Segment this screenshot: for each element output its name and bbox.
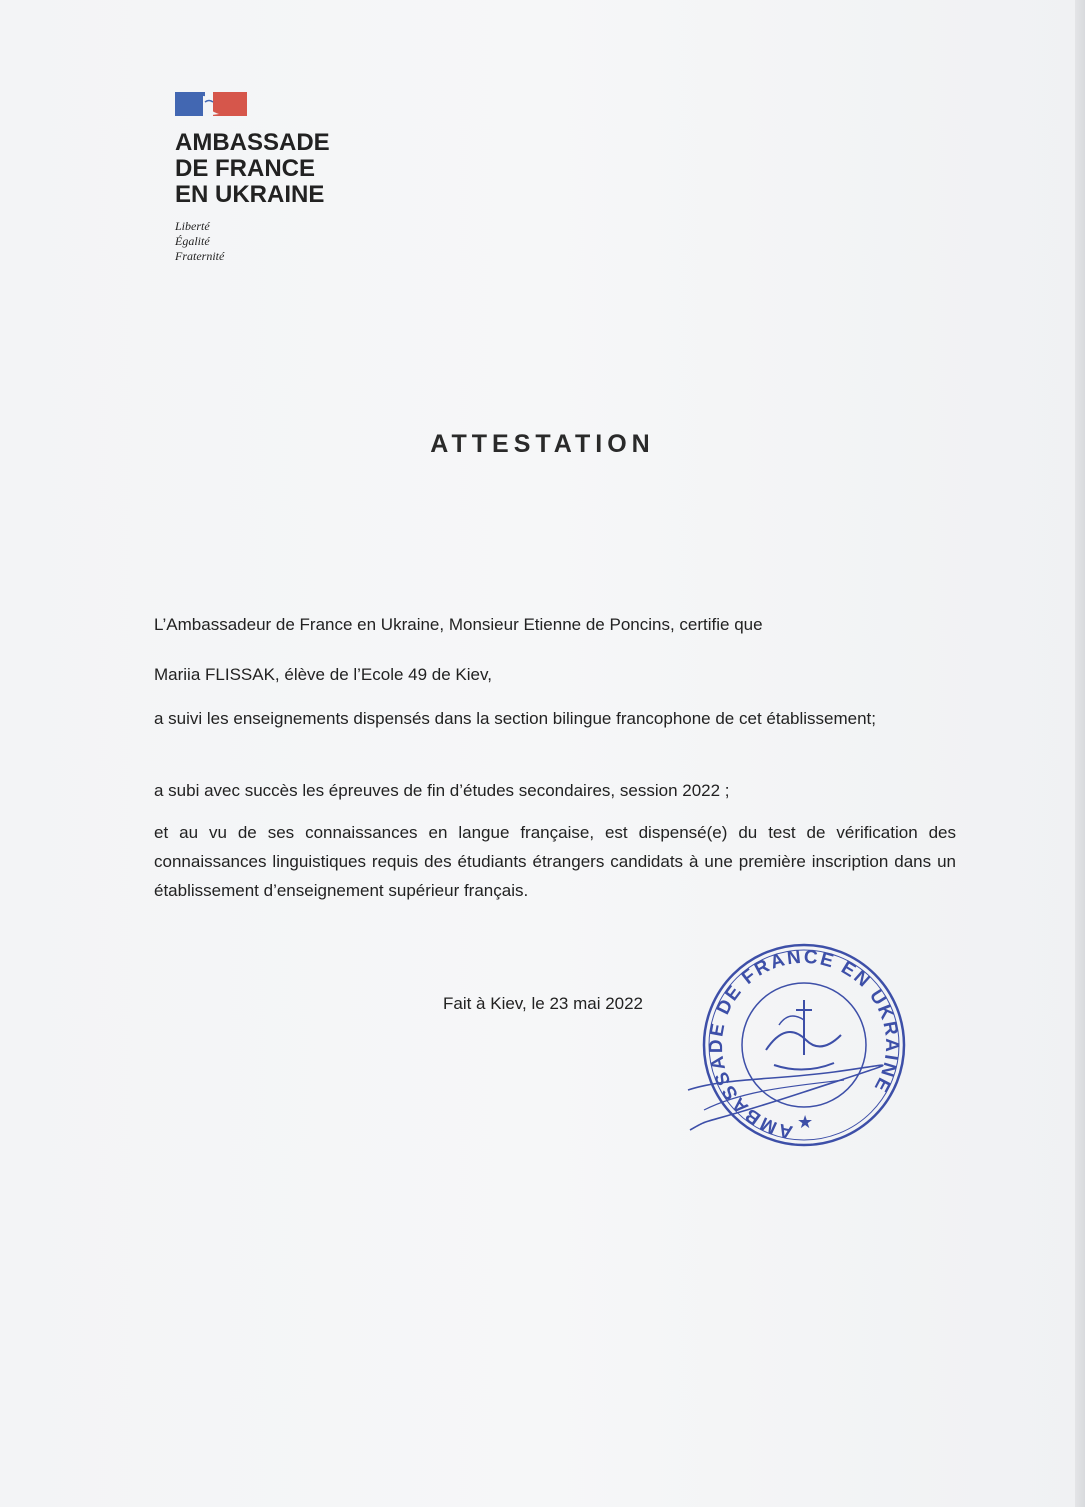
marianne-logo-icon <box>175 92 247 116</box>
paragraph-exemption: et au vu de ses connaissances en langue française, est dispensé(e) du test de vérification des connaissances linguistiques requis des étudiants étrangers candidats à une première inscription dans un établissement d’enseignement supérieur français. <box>154 823 956 900</box>
paragraph-student: Mariia FLISSAK, élève de l’Ecole 49 de Kiev, <box>154 665 492 684</box>
svg-text:★: ★ <box>797 1112 814 1133</box>
document-title: ATTESTATION <box>430 430 655 458</box>
paragraph-section: a suivi les enseignements dispensés dans la section bilingue francophone de cet établissement; <box>154 709 877 728</box>
embassy-name <box>175 130 435 208</box>
place-date: Fait à Kiev, le 23 mai 2022 <box>443 994 644 1013</box>
motto-fraternite: Fraternité <box>175 249 225 263</box>
org-line-3: EN UKRAINE <box>175 181 325 208</box>
page-edge <box>1075 0 1085 1507</box>
stamp-ring-text: AMBASSADE DE FRANCE EN UKRAINE <box>706 946 903 1143</box>
republic-motto <box>175 219 295 264</box>
paragraph-certifier: L’Ambassadeur de France en Ukraine, Monsieur Etienne de Poncins, certifie que <box>154 615 763 634</box>
org-line-2: DE FRANCE <box>175 155 316 182</box>
motto-egalite: Égalité <box>175 234 210 248</box>
motto-liberte: Liberté <box>175 219 210 233</box>
org-line-1: AMBASSADE <box>175 129 330 156</box>
paragraph-exams: a subi avec succès les épreuves de fin d’études secondaires, session 2022 ; <box>154 781 730 800</box>
embassy-seal-stamp-icon <box>684 940 924 1150</box>
